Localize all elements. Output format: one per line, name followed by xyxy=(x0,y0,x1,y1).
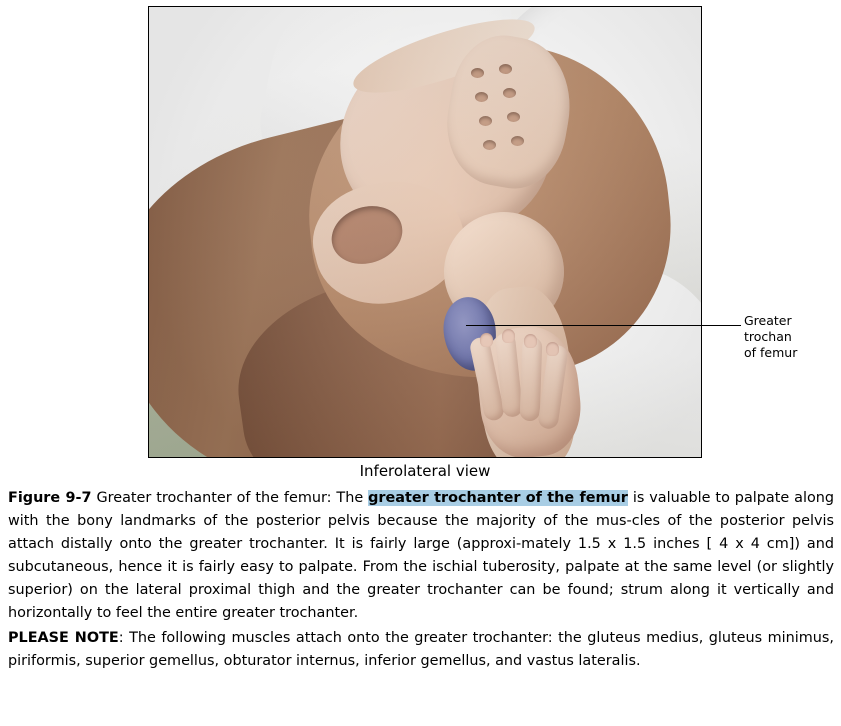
caption-lead-text: Greater trochanter of the femur: The xyxy=(96,490,364,506)
callout-leader-line xyxy=(466,325,741,326)
view-caption: Inferolateral view xyxy=(359,462,491,480)
please-note-text: : The following muscles attach onto the greater trochanter: the gluteus medius, gluteus minimus, piriformis, superior gemellus, obturator internus, inferior gemellus, and vastus lateralis. xyxy=(8,630,834,669)
fingernail xyxy=(480,333,493,347)
anatomical-illustration xyxy=(149,7,701,457)
caption-body-text: is valuable to palpate along with the bony landmarks of the posterior pelvis because the majority of the mus-cles of the posterior pelvis attach distally onto the greater trochanter. It is fairly large (approxi-mately 1.5 x 1.5 inches [ 4 x 4 cm]) and subcutaneous, hence it is fairly easy to palpate. From the ischial tuberosity, palpate at the same level (or slightly superior) on the lateral proximal thigh and the greater trochanter can be found; strum along it vertically and horizontally to feel the entire greater trochanter. xyxy=(8,490,835,621)
please-note-label: PLEASE NOTE xyxy=(8,630,119,646)
sacral-foramen xyxy=(483,140,496,150)
sacral-foramen xyxy=(499,64,512,74)
figure-number: Figure 9-7 xyxy=(8,490,92,506)
sacral-foramen xyxy=(503,88,516,98)
figure-caption-paragraph xyxy=(8,487,834,625)
callout-label-line1: Greater trochan xyxy=(744,313,792,344)
sacral-foramen xyxy=(507,112,520,122)
fingernail xyxy=(524,334,537,348)
sacral-foramen xyxy=(479,116,492,126)
sacral-foramen xyxy=(471,68,484,78)
highlighted-term: greater trochanter of the femur xyxy=(368,490,628,506)
callout-label-line2: of femur xyxy=(744,345,798,360)
figure-image-frame xyxy=(148,6,702,458)
sacral-foramen xyxy=(475,92,488,102)
figure-caption-block xyxy=(8,487,834,675)
please-note-paragraph xyxy=(8,627,834,673)
sacral-foramen xyxy=(511,136,524,146)
callout-label xyxy=(744,313,841,361)
sacral-foramina-group xyxy=(465,62,545,172)
fingernail xyxy=(546,342,559,356)
fingernail xyxy=(502,329,515,343)
